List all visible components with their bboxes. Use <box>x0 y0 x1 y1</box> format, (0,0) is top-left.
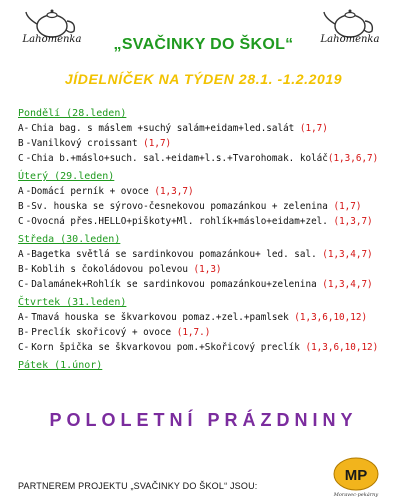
menu-item: C -Chia b.+máslo+such. sal.+eidam+l.s.+Tvarohomak. koláč(1,3,6,7) <box>18 153 379 164</box>
menu-item: C- Dalamánek+Rohlík se sardinkovou pomazánkou+zelenina (1,3,4,7) <box>18 279 373 290</box>
menu-item: C -Ovocná přes.HELLO+piškoty+Ml. rohlík+máslo+eidam+zel. (1,3,7) <box>18 216 373 227</box>
allergen-code: (1,3,4,7) <box>322 249 373 260</box>
weekly-menu <box>18 107 404 377</box>
menu-item: B -Vanilkový croissant (1,7) <box>18 138 172 149</box>
allergen-code: (1,3,6,10,12) <box>305 342 379 353</box>
day-thursday <box>18 296 404 355</box>
logo-text: Lahomenka <box>320 34 380 45</box>
allergen-code: (1,3,4,7) <box>322 279 373 290</box>
day-title: Pondělí (28.leden) <box>18 108 127 119</box>
day-wednesday <box>18 233 404 292</box>
allergen-code: (1,3,7) <box>333 216 373 227</box>
menu-item: C- Korn špička se škvarkovou pom.+Skořicový preclík (1,3,6,10,12) <box>18 342 379 353</box>
page-subtitle: JÍDELNÍČEK NA TÝDEN 28.1. -1.2.2019 <box>64 71 343 87</box>
mp-logo-text: MP <box>344 467 368 484</box>
allergen-code: (1,7.) <box>176 327 211 338</box>
menu-item: A- Tmavá houska se škvarkovou pomaz.+zel.+pamlsek (1,3,6,10,12) <box>18 312 368 323</box>
menu-item: A -Bagetka světlá se sardinkovou pomazánkou+ led. sal. (1,3,4,7) <box>18 249 373 260</box>
allergen-code: (1,3,6,7) <box>327 153 379 164</box>
menu-item: B -Sv. houska se sýrovo-česnekovou pomazánkou + zelenina (1,7) <box>18 201 362 212</box>
mp-logo-icon <box>330 456 382 492</box>
allergen-code: (1,7) <box>299 123 328 134</box>
menu-item: B- Koblih s čokoládovou polevou (1,3) <box>18 264 222 275</box>
day-title: Úterý (29.leden) <box>18 171 115 182</box>
allergen-code: (1,3,6,10,12) <box>294 312 368 323</box>
day-friday <box>18 359 404 373</box>
day-tuesday <box>18 170 404 229</box>
day-title: Pátek (1.únor) <box>18 360 103 371</box>
menu-item: B- Preclík skořicový + ovoce (1,7.) <box>18 327 211 338</box>
menu-item: A -Domácí perník + ovoce (1,3,7) <box>18 186 194 197</box>
allergen-code: (1,7) <box>143 138 172 149</box>
page-title: „SVAČINKY DO ŠKOL“ <box>113 36 294 53</box>
allergen-code: (1,3) <box>193 264 222 275</box>
logo-text: Lahomenka <box>22 34 82 45</box>
day-title: Středa (30.leden) <box>18 234 121 245</box>
allergen-code: (1,7) <box>333 201 362 212</box>
mp-caption: Moravec-pekárny <box>333 492 379 498</box>
allergen-code: (1,3,7) <box>154 186 194 197</box>
partner-text: PARTNEREM PROJEKTU „SVAČINKY DO ŠKOL“ JSOU: <box>18 481 258 491</box>
menu-item: A- Chia bag. s máslem +suchý salám+eidam+led.salát (1,7) <box>18 123 328 134</box>
holiday-banner: POLOLETNÍ PRÁZDNINY <box>49 410 358 430</box>
day-monday <box>18 107 404 166</box>
day-title: Čtvrtek (31.leden) <box>18 297 127 308</box>
